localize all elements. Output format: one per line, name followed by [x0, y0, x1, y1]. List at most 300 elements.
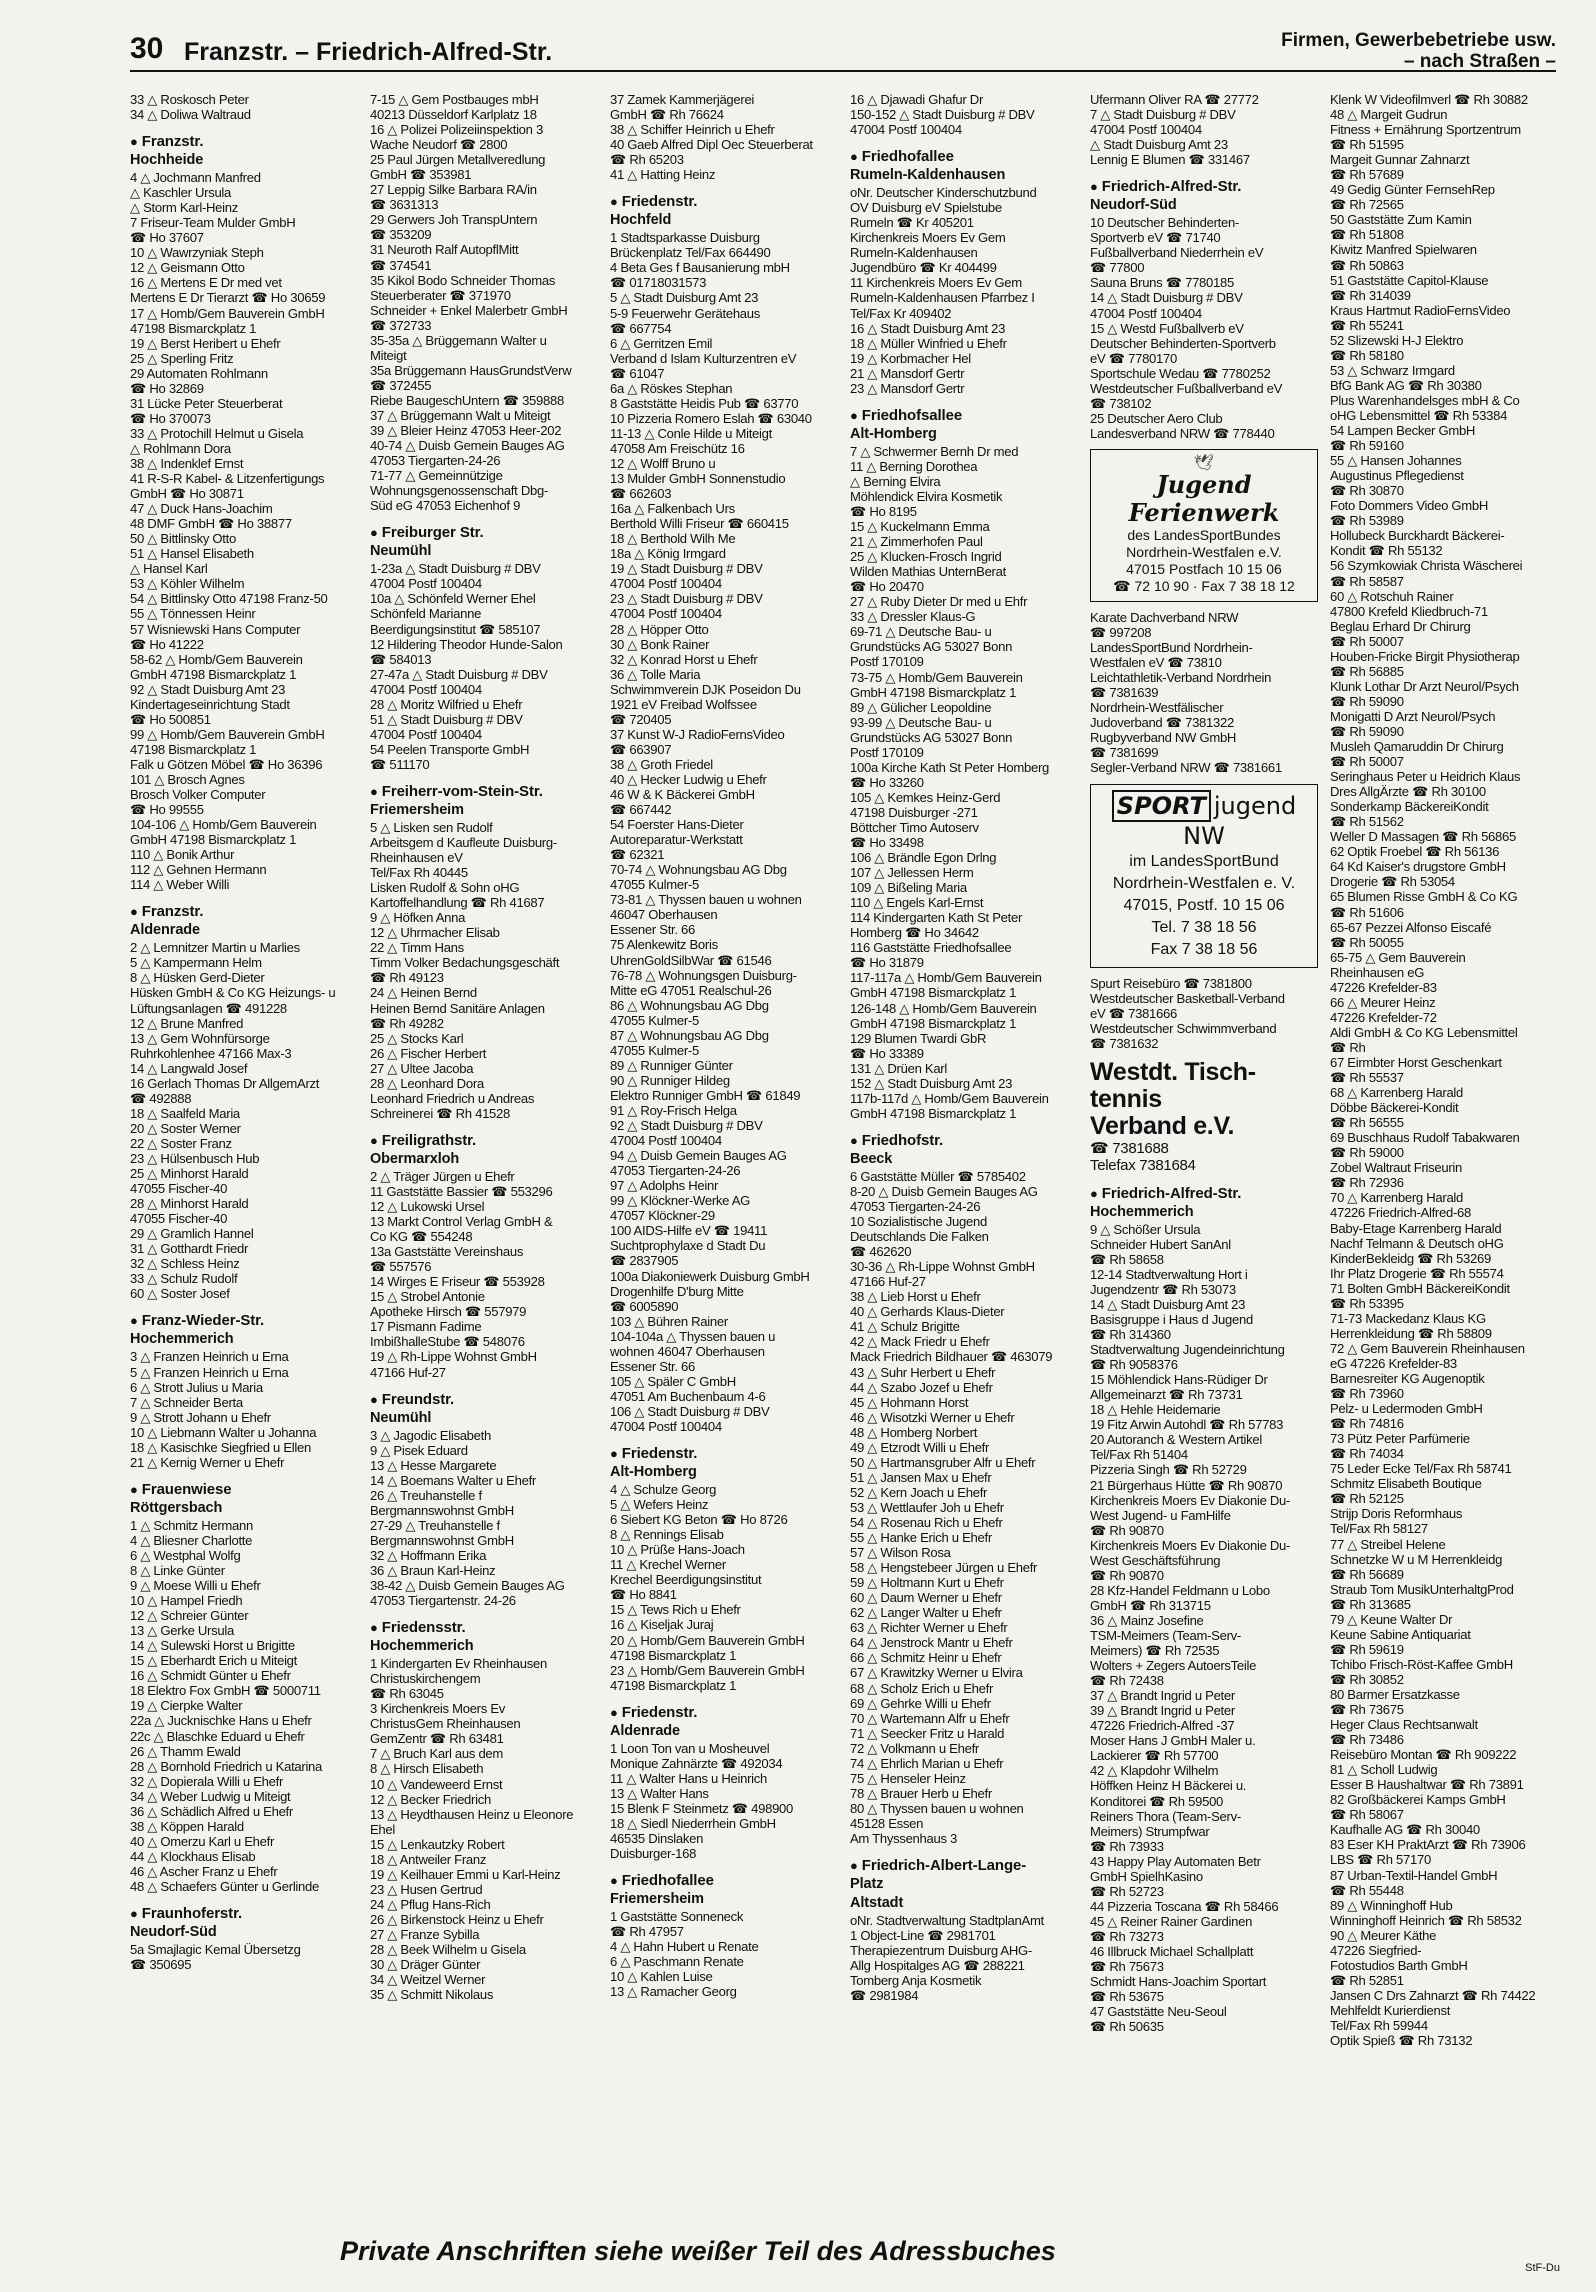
directory-entry: Stadtverwaltung Jugendeinrichtung	[1090, 1342, 1285, 1358]
directory-entry: 89 △ Runniger Günter	[610, 1057, 733, 1073]
directory-entry: 5 △ Kampermann Helm	[130, 955, 262, 971]
directory-entry: 47198 Bismarckplatz 1	[130, 320, 257, 336]
directory-entry: 13 Markt Control Verlag GmbH &	[370, 1214, 553, 1230]
directory-entry: 32 △ Schless Heinz	[130, 1256, 240, 1272]
directory-entry: Rugbyverband NW GmbH	[1090, 730, 1237, 746]
directory-entry: 6 △ Gerritzen Emil	[610, 335, 713, 351]
directory-entry: 10 △ Liebmann Walter u Johanna	[130, 1424, 317, 1440]
directory-entry: Meimers) Strumpfwar	[1090, 1823, 1210, 1839]
directory-entry: 57 Wisniewski Hans Computer	[130, 621, 301, 637]
directory-entry: GmbH ☎ 353981	[370, 167, 472, 183]
directory-entry: Bergmannswohnst GmbH	[370, 1532, 514, 1548]
directory-entry: 80 △ Thyssen bauen u wohnen	[850, 1800, 1024, 1816]
directory-entry: 11 △ Walter Hans u Heinrich	[610, 1770, 767, 1786]
directory-entry: Landesverband NRW ☎ 778440	[1090, 425, 1275, 441]
directory-entry: Autoreparatur-Werkstatt	[610, 832, 743, 848]
district-heading: Hochfeld	[610, 212, 672, 229]
directory-entry: 55 △ Hanke Erich u Ehefr	[850, 1530, 992, 1546]
directory-entry: Wolters + Zegers AutoersTeile	[1090, 1658, 1257, 1674]
directory-entry: Westdeutscher Fußballverband eV	[1090, 380, 1283, 396]
directory-entry: 55 △ Tönnessen Heinr	[130, 606, 256, 622]
directory-entry: 15 △ Kuckelmann Emma	[850, 519, 990, 535]
directory-entry: ☎ 738102	[1090, 395, 1152, 411]
directory-entry: 64 Kd Kaiser's drugstore GmbH	[1330, 859, 1506, 875]
directory-entry: 81 △ Scholl Ludwig	[1330, 1762, 1438, 1778]
directory-entry: Wilden Mathias UnternBerat	[850, 564, 1006, 580]
directory-entry: 99 △ Klöckner-Werke AG	[610, 1193, 751, 1209]
directory-entry: GmbH 47198 Bismarckplatz 1	[130, 832, 297, 848]
directory-entry: Weller D Massagen ☎ Rh 56865	[1330, 829, 1516, 845]
directory-entry: 100 AIDS-Hilfe eV ☎ 19411	[610, 1223, 768, 1239]
directory-entry: Moser Hans J GmbH Maler u.	[1090, 1733, 1256, 1749]
directory-entry: 45128 Essen	[850, 1815, 924, 1831]
directory-entry: Pizzeria Singh ☎ Rh 52729	[1090, 1462, 1247, 1478]
footer-note: Private Anschriften siehe weißer Teil des Adressbuches	[340, 2236, 1056, 2266]
directory-entry: 35-35a △ Brüggemann Walter u	[370, 332, 547, 348]
directory-entry: Essener Str. 66	[610, 1358, 696, 1374]
directory-entry: ☎ Rh 313685	[1330, 1596, 1411, 1612]
directory-entry: 58 △ Hengstebeer Jürgen u Ehefr	[850, 1560, 1038, 1576]
directory-entry: Leonhard Friedrich u Andreas	[370, 1090, 535, 1106]
directory-entry: 10a △ Schönfeld Werner Ehel	[370, 591, 536, 607]
directory-entry: 67 Eirmbter Horst Geschenkart	[1330, 1055, 1502, 1070]
directory-entry: 107 △ Jellessen Herm	[850, 865, 974, 881]
directory-entry: ☎ Rh 59090	[1330, 723, 1404, 739]
directory-entry: ☎ Rh 72565	[1330, 197, 1404, 213]
directory-entry: 101 △ Brosch Agnes	[130, 771, 245, 787]
directory-entry: 69-71 △ Deutsche Bau- u	[850, 624, 992, 640]
directory-entry: 42 △ Mack Friedr u Ehefr	[850, 1334, 990, 1350]
directory-entry: 14 Wirges E Friseur ☎ 553928	[370, 1274, 545, 1290]
directory-entry: 131 △ Drüen Karl	[850, 1060, 947, 1076]
directory-entry: 114 △ Weber Willi	[130, 877, 230, 893]
directory-entry: 5 △ Stadt Duisburg Amt 23	[610, 290, 759, 306]
directory-entry: Lüftungsanlagen ☎ 491228	[130, 1000, 287, 1016]
directory-entry: ☎ Ho 370073	[130, 410, 211, 426]
directory-entry: 54 △ Bittlinsky Otto 47198 Franz-50	[130, 591, 328, 607]
directory-entry: 12 △ Uhrmacher Elisab	[370, 925, 500, 941]
street-heading: ● Freundstr.	[370, 1390, 600, 1409]
ad-jugend-ferienwerk	[1090, 449, 1318, 602]
directory-entry: 83 Eser KH PraktArzt ☎ Rh 73906	[1330, 1837, 1526, 1853]
directory-entry: 54 Lampen Becker GmbH	[1330, 423, 1476, 439]
directory-entry: 25 △ Klucken-Frosch Ingrid	[850, 549, 1002, 565]
ad-line: Tel. 7 38 18 56	[1151, 918, 1257, 936]
street-heading: ● Friedhofallee	[850, 147, 1080, 166]
directory-entry: Nachf Telmann & Deutsch oHG	[1330, 1235, 1504, 1251]
directory-entry: ☎ 2837905	[610, 1253, 679, 1269]
directory-entry: Konditorei ☎ Rh 59500	[1090, 1793, 1224, 1809]
directory-entry: Segler-Verband NRW ☎ 7381661	[1090, 760, 1282, 776]
directory-entry: Falk u Götzen Möbel ☎ Ho 36396	[130, 756, 323, 772]
directory-entry: 36 △ Mainz Josefine	[1090, 1612, 1204, 1628]
directory-entry: ☎ Ho 8195	[850, 503, 917, 519]
street-heading: ● Friedrich-Alfred-Str.	[1090, 1184, 1320, 1203]
ad-line: 47015, Postf. 10 15 06	[1123, 896, 1285, 914]
directory-entry: 6 △ Strott Julius u Maria	[130, 1379, 263, 1395]
directory-entry: 43 △ Suhr Herbert u Ehefr	[850, 1364, 996, 1380]
directory-entry: 46 △ Ascher Franz u Ehefr	[130, 1863, 278, 1879]
directory-entry: Reiners Thora (Team-Serv-	[1090, 1808, 1241, 1824]
directory-entry: 30 △ Dräger Günter	[370, 1957, 481, 1973]
directory-entry: Homberg ☎ Ho 34642	[850, 925, 979, 941]
ad-line: Nordrhein-Westfalen e.V.	[1126, 543, 1282, 560]
directory-entry: 51 △ Jansen Max u Ehefr	[850, 1469, 992, 1485]
ad-line: ☎ 7381688	[1090, 1139, 1169, 1157]
directory-entry: 25 Paul Jürgen Metallveredlung	[370, 152, 546, 168]
directory-entry: 99 △ Homb/Gem Bauverein GmbH	[130, 726, 325, 742]
directory-entry: 93-99 △ Deutsche Bau- u	[850, 714, 992, 730]
directory-entry: 87 △ Wohnungsbau AG Dbg	[610, 1027, 769, 1043]
directory-entry: 11 △ Krechel Werner	[610, 1557, 726, 1573]
directory-entry: 36 △ Schädlich Alfred u Ehefr	[130, 1803, 293, 1819]
directory-entry: ☎ 492888	[130, 1090, 192, 1106]
directory-entry: 63 △ Richter Werner u Ehefr	[850, 1620, 1008, 1636]
directory-entry: ☎ Rh 75673	[1090, 1959, 1164, 1975]
directory-entry: Straub Tom MusikUnterhaltgProd	[1330, 1581, 1514, 1597]
directory-entry: ☎ Rh 74816	[1330, 1416, 1404, 1432]
directory-entry: 47004 Postf 100404	[610, 576, 722, 592]
directory-entry: Baby-Etage Karrenberg Harald	[1330, 1220, 1502, 1236]
directory-entry: 11 Gaststätte Bassier ☎ 553296	[370, 1183, 553, 1199]
directory-entry: 15 △ Westd Fußballverb eV	[1090, 320, 1244, 336]
directory-entry: 62 Optik Froebel ☎ Rh 56136	[1330, 844, 1500, 860]
directory-entry: 13 △ Gerke Ursula	[130, 1623, 234, 1639]
directory-entry: 1 △ Schmitz Hermann	[130, 1517, 253, 1533]
directory-entry: ☎ Ho 31879	[850, 955, 924, 971]
column-6	[1330, 92, 1560, 2222]
directory-entry: 65-67 Pezzei Alfonso Eiscafé	[1330, 919, 1492, 935]
section-title-line1: Firmen, Gewerbebetriebe usw.	[1281, 30, 1556, 51]
directory-entry: Jugendbüro ☎ Kr 404499	[850, 260, 997, 276]
directory-entry: 18 △ Müller Winfried u Ehefr	[850, 335, 1007, 351]
directory-entry: 45 △ Hohmann Horst	[850, 1394, 969, 1410]
ad-line: Telefax 7381684	[1090, 1156, 1196, 1174]
directory-entry: 66 △ Schmitz Heinr u Ehefr	[850, 1650, 1002, 1666]
directory-entry: Drogenhilfe D'burg Mitte	[610, 1283, 744, 1299]
directory-entry: GmbH ☎ Ho 30871	[130, 486, 244, 502]
district-heading: Aldenrade	[130, 922, 201, 939]
directory-entry: 19 △ Cierpke Walter	[130, 1698, 243, 1714]
directory-entry: △ Berning Elvira	[850, 473, 941, 489]
directory-entry: 5-9 Feuerwehr Gerätehaus	[610, 305, 761, 321]
directory-entry: Heger Claus Rechtsanwalt	[1330, 1717, 1478, 1733]
directory-entry: 47226 Krefelder-72	[1330, 1009, 1437, 1025]
directory-entry: 5 △ Wefers Heinz	[610, 1497, 709, 1513]
ad-line: ☎ 72 10 90 · Fax 7 38 18 12	[1113, 577, 1295, 594]
footer-code: StF-Du	[1525, 2262, 1560, 2274]
directory-entry: 36 △ Tolle Maria	[610, 666, 701, 682]
district-heading: Hochemmerich	[130, 1331, 234, 1348]
directory-entry: 43 Happy Play Automaten Betr	[1090, 1853, 1261, 1869]
directory-entry: 40-74 △ Duisb Gemein Bauges AG	[370, 438, 565, 454]
directory-entry: 47004 Postf 100404	[610, 1133, 722, 1149]
directory-entry: ☎ Ho 33260	[850, 774, 924, 790]
directory-entry: 71-77 △ Gemeinnützige	[370, 468, 503, 484]
directory-entry: 53 △ Köhler Wilhelm	[130, 576, 245, 592]
directory-entry: ☎ 62321	[610, 847, 665, 863]
street-heading: ● Franzstr.	[130, 902, 360, 921]
directory-entry: ☎ Rh 58587	[1330, 573, 1404, 589]
street-heading: ● Friedhofallee	[610, 1871, 840, 1890]
directory-entry: ☎ Rh 51562	[1330, 814, 1404, 830]
directory-entry: 7 △ Bruch Karl aus dem	[370, 1746, 504, 1762]
directory-entry: 16 △ Schmidt Günter u Ehefr	[130, 1668, 291, 1684]
directory-entry: 66 △ Meurer Heinz	[1330, 994, 1436, 1010]
directory-entry: 47055 Kulmer-5	[610, 1042, 699, 1058]
directory-entry: GmbH 47198 Bismarckplatz 1	[850, 684, 1017, 700]
directory-entry: 87 Urban-Textil-Handel GmbH	[1330, 1867, 1498, 1883]
directory-entry: 8 △ Hüsken Gerd-Dieter	[130, 970, 265, 986]
directory-entry: Musleh Qamaruddin Dr Chirurg	[1330, 739, 1504, 755]
directory-entry: 27 △ Franze Sybilla	[370, 1926, 480, 1942]
directory-entry: BfG Bank AG ☎ Rh 30380	[1330, 377, 1482, 393]
directory-entry: 9 △ Moese Willi u Ehefr	[130, 1578, 261, 1594]
ad-line: Fax 7 38 18 56	[1150, 940, 1258, 958]
directory-entry: 56 Szymkowiak Christa Wäscherei	[1330, 558, 1523, 574]
directory-entry: 37 △ Brandt Ingrid u Peter	[1090, 1688, 1235, 1704]
directory-entry: 27 Leppig Silke Barbara RA/in	[370, 182, 537, 198]
directory-entry: Tomberg Anja Kosmetik	[850, 1973, 982, 1989]
directory-entry: 70 △ Karrenberg Harald	[1330, 1190, 1464, 1206]
directory-entry: ☎ Rh 51595	[1330, 137, 1404, 153]
directory-entry: Schmidt Hans-Joachim Sportart	[1090, 1974, 1267, 1990]
directory-entry: 41 R-S-R Kabel- & Litzenfertigungs	[130, 471, 325, 487]
directory-entry: ChristusGem Rheinhausen	[370, 1716, 521, 1732]
directory-entry: ☎ 667754	[610, 320, 672, 336]
directory-entry: 110 △ Engels Karl-Ernst	[850, 895, 984, 911]
directory-entry: ☎ Rh 72936	[1330, 1175, 1404, 1191]
district-heading: Hochheide	[130, 152, 204, 169]
directory-entry: Grundstücks AG 53027 Bonn	[850, 639, 1013, 655]
directory-entry: Foto Dommers Video GmbH	[1330, 498, 1489, 514]
directory-entry: 38 △ Lieb Horst u Ehefr	[850, 1289, 981, 1305]
directory-entry: 77 △ Streibel Helene	[1330, 1536, 1446, 1552]
directory-entry: 24 △ Heinen Bernd	[370, 985, 477, 1001]
directory-entry: ☎ 584013	[370, 651, 432, 667]
directory-entry: 47 △ Duck Hans-Joachim	[130, 501, 273, 517]
directory-entry: ☎ Rh 56555	[1330, 1115, 1404, 1131]
directory-entry: 17 Pismann Fadime	[370, 1319, 482, 1335]
directory-entry: Brosch Volker Computer	[130, 787, 266, 803]
street-heading: ● Friedenstr.	[610, 1444, 840, 1463]
directory-entry: 28 △ Moritz Wilfried u Ehefr	[370, 696, 523, 712]
directory-entry: 76-78 △ Wohnungsgen Duisburg-	[610, 967, 797, 983]
directory-entry: 23 △ Mansdorf Gertr	[850, 380, 965, 396]
directory-entry: △ Rohlmann Dora	[130, 440, 231, 456]
directory-entry: Bergmannswohnst GmbH	[370, 1502, 514, 1518]
district-heading: Neudorf-Süd	[1090, 197, 1177, 214]
directory-entry: 74 △ Ehrlich Marian u Ehefr	[850, 1755, 1004, 1771]
directory-entry: Schneider + Enkel Malerbetr GmbH	[370, 302, 568, 318]
directory-entry: 28 △ Höpper Otto	[610, 621, 709, 637]
directory-entry: Pelz- u Ledermoden GmbH	[1330, 1401, 1483, 1417]
directory-entry: 90 △ Meurer Käthe	[1330, 1927, 1437, 1943]
directory-entry: 12 △ Wolff Bruno u	[610, 455, 716, 471]
directory-entry: Hollubeck Burckhardt Bäckerei-	[1330, 528, 1505, 544]
directory-entry: Seringhaus Peter u Heidrich Klaus	[1330, 769, 1521, 785]
directory-entry: 22a △ Jucknischke Hans u Ehefr	[130, 1713, 312, 1729]
directory-entry: Elektro Runniger GmbH ☎ 61849	[610, 1087, 801, 1103]
directory-entry: 47004 Postf 100404	[370, 726, 482, 742]
directory-entry: 10 △ Hampel Friedh	[130, 1593, 243, 1609]
directory-entry: 3 △ Franzen Heinrich u Erna	[130, 1349, 289, 1365]
directory-entry: 2 △ Träger Jürgen u Ehefr	[370, 1168, 515, 1184]
directory-entry: Meimers) ☎ Rh 72535	[1090, 1643, 1220, 1659]
directory-entry: 27-47a △ Stadt Duisburg # DBV	[370, 666, 548, 682]
directory-entry: 47226 Friedrich-Alfred -37	[1090, 1718, 1235, 1734]
directory-entry: Rumeln-Kaldenhausen Pfarrbez I	[850, 290, 1035, 306]
directory-entry: GemZentr ☎ Rh 63481	[370, 1731, 504, 1747]
directory-entry: 94 △ Duisb Gemein Bauges AG	[610, 1148, 787, 1164]
directory-entry: 27 △ Ruby Dieter Dr med u Ehfr	[850, 594, 1028, 610]
directory-entry: ☎ 557576	[370, 1259, 432, 1275]
directory-entry: Dres AllgÄrzte ☎ Rh 30100	[1330, 784, 1486, 800]
directory-entry: 14 △ Stadt Duisburg # DBV	[1090, 290, 1243, 306]
ad-heading: Westdt. Tisch-	[1090, 1057, 1256, 1086]
directory-entry: 19 △ Keilhauer Emmi u Karl-Heinz	[370, 1866, 561, 1882]
district-heading: Friemersheim	[610, 1891, 704, 1908]
directory-entry: ☎ Rh 73960	[1330, 1386, 1404, 1402]
directory-entry: ☎ 353209	[370, 227, 432, 243]
directory-entry: Tel/Fax Rh 40445	[370, 865, 468, 881]
directory-entry: 2 △ Lemnitzer Martin u Marlies	[130, 940, 300, 956]
directory-entry: 79 △ Keune Walter Dr	[1330, 1611, 1453, 1627]
directory-entry: 19 △ Korbmacher Hel	[850, 350, 971, 366]
ad-heading: tennis	[1090, 1084, 1162, 1113]
directory-entry: 46535 Dinslaken	[610, 1830, 704, 1846]
directory-entry: Rumeln ☎ Kr 405201	[850, 215, 974, 231]
directory-entry: Wohnungsgenossenschaft Dbg-	[370, 483, 549, 499]
directory-entry: Kraus Hartmut RadioFernsVideo	[1330, 302, 1511, 318]
directory-entry: 47198 Duisburger -271	[850, 804, 978, 820]
directory-entry: 47053 Tiergarten-24-26	[850, 1199, 981, 1214]
directory-entry: 5 △ Lisken sen Rudolf	[370, 819, 493, 835]
directory-entry: Margeit Gunnar Zahnarzt	[1330, 152, 1470, 168]
directory-entry: Zobel Waltraut Friseurin	[1330, 1160, 1463, 1176]
directory-entry: 104-104a △ Thyssen bauen u	[610, 1328, 776, 1344]
directory-entry: 53 △ Wettlaufer Joh u Ehefr	[850, 1499, 1004, 1515]
directory-entry: 47198 Bismarckplatz 1	[610, 1677, 737, 1693]
directory-entry: 52 △ Kern Joach u Ehefr	[850, 1484, 988, 1500]
street-heading: ● Franz-Wieder-Str.	[130, 1311, 360, 1330]
directory-entry: 16 △ Mertens E Dr med vet	[130, 275, 282, 291]
directory-entry: △ Storm Karl-Heinz	[130, 200, 238, 216]
directory-entry: GmbH 47198 Bismarckplatz 1	[850, 985, 1017, 1001]
directory-entry: 45 △ Reiner Rainer Gardinen	[1090, 1913, 1253, 1929]
directory-entry: Suchtprophylaxe d Stadt Du	[610, 1238, 766, 1254]
ad-sportjugend-nw	[1090, 784, 1318, 968]
directory-entry: Deutscher Behinderten-Sportverb	[1090, 335, 1276, 351]
directory-entry: Böttcher Timo Autoserv	[850, 819, 979, 835]
directory-entry: ☎ Rh 73273	[1090, 1928, 1164, 1944]
directory-entry: 8 △ Rennings Elisab	[610, 1527, 724, 1543]
directory-entry: 47226 Siegfried-	[1330, 1942, 1422, 1958]
directory-entry: ☎ Rh 9058376	[1090, 1357, 1178, 1373]
directory-entry: Kindertageseinrichtung Stadt	[130, 696, 290, 712]
directory-entry: 10 Deutscher Behinderten-	[1090, 215, 1239, 231]
directory-entry: Kirchenkreis Moers Ev Gem	[850, 230, 1006, 246]
directory-entry: Kirchenkreis Moers Ev Diakonie Du-	[1090, 1537, 1291, 1553]
directory-entry: 23 △ Hülsenbusch Hub	[130, 1151, 260, 1166]
directory-entry: eG 47226 Krefelder-83	[1330, 1355, 1457, 1371]
directory-entry: 40 △ Omerzu Karl u Ehefr	[130, 1833, 275, 1849]
directory-entry: 47053 Tiergartenstr. 24-26	[370, 1593, 516, 1609]
directory-entry: 13 △ Hesse Margarete	[370, 1457, 497, 1473]
directory-entry: 109 △ Bißeling Maria	[850, 880, 967, 896]
directory-entry: 152 △ Stadt Duisburg Amt 23	[850, 1075, 1013, 1091]
directory-entry: Lennig E Blumen ☎ 331467	[1090, 152, 1250, 168]
directory-entry: ☎ Rh 30852	[1330, 1671, 1404, 1687]
directory-entry: Jugendzentr ☎ Rh 53073	[1090, 1281, 1236, 1297]
directory-entry: ☎ 6005890	[610, 1298, 679, 1314]
street-heading: ● Fraunhoferstr.	[130, 1904, 360, 1923]
ad-logo-part2: jugend NW	[1183, 791, 1297, 850]
directory-entry: 1-23a △ Stadt Duisburg # DBV	[370, 561, 541, 577]
column-4	[850, 92, 1080, 2222]
directory-entry: 38 △ Groth Friedel	[610, 756, 713, 772]
directory-entry: Miteigt	[370, 347, 407, 363]
directory-entry: 8 △ Linke Günter	[130, 1562, 225, 1578]
directory-entry: Houben-Fricke Birgit Physiotherap	[1330, 648, 1520, 664]
directory-entry: 16 △ Polizei Polizeiinspektion 3	[370, 122, 543, 138]
directory-entry: ☎ Rh 56885	[1330, 663, 1404, 679]
district-heading: Beeck	[850, 1150, 893, 1167]
directory-entry: ☎ Rh 58067	[1330, 1807, 1404, 1823]
directory-entry: Barnesreiter KG Augenoptik	[1330, 1370, 1485, 1386]
directory-entry: ☎ Ho 8841	[610, 1587, 677, 1603]
directory-entry: ☎ Ho 20470	[850, 579, 924, 595]
directory-entry: 54 Peelen Transporte GmbH	[370, 741, 530, 757]
directory-entry: ☎ Ho 33389	[850, 1045, 924, 1061]
directory-entry: Postf 170109	[850, 654, 924, 670]
directory-entry: 15 △ Tews Rich u Ehefr	[610, 1602, 741, 1618]
directory-entry: 97 △ Adolphs Heinr	[610, 1178, 719, 1194]
directory-entry: 14 △ Boemans Walter u Ehefr	[370, 1472, 536, 1488]
directory-entry: Reisebüro Montan ☎ Rh 909222	[1330, 1747, 1517, 1763]
district-heading: Neumühl	[370, 543, 432, 560]
directory-entry: wohnen 46047 Oberhausen	[610, 1343, 765, 1359]
directory-entry: Plus Warenhandelsges mbH & Co	[1330, 392, 1520, 408]
directory-entry: ☎ Rh 63045	[370, 1686, 444, 1702]
directory-entry: 60 △ Daum Werner u Ehefr	[850, 1590, 1002, 1606]
directory-entry: 37 Kunst W-J RadioFernsVideo	[610, 726, 785, 742]
directory-entry: 16 △ Stadt Duisburg Amt 23	[850, 320, 1006, 336]
directory-entry: 32 △ Konrad Horst u Ehefr	[610, 651, 758, 667]
column-3	[610, 92, 840, 2222]
directory-entry: 21 △ Zimmerhofen Paul	[850, 534, 983, 550]
directory-entry: 5a Smajlagic Kemal Übersetzg	[130, 1942, 301, 1958]
directory-entry: 19 Fitz Arwin Autohdl ☎ Rh 57783	[1090, 1417, 1284, 1433]
directory-entry: 12 Hildering Theodor Hunde-Salon	[370, 636, 563, 652]
directory-entry: 1 Object-Line ☎ 2981701	[850, 1928, 996, 1944]
directory-entry: Heinen Bernd Sanitäre Anlagen	[370, 1000, 545, 1016]
district-heading: Alt-Homberg	[610, 1464, 697, 1481]
directory-entry: ☎ Rh 53675	[1090, 1989, 1164, 2005]
directory-entry: 7 △ Stadt Duisburg # DBV	[1090, 107, 1236, 123]
directory-entry: 73 Pütz Peter Parfümerie	[1330, 1431, 1470, 1447]
directory-entry: 10 △ Vandeweerd Ernst	[370, 1776, 503, 1792]
directory-entry: Süd eG 47053 Eichenhof 9	[370, 498, 521, 514]
column-5	[1090, 92, 1320, 2222]
directory-entry: 46 △ Wisotzki Werner u Ehefr	[850, 1409, 1015, 1425]
directory-entry: 15 △ Lenkautzky Robert	[370, 1836, 505, 1852]
directory-entry: 4 △ Bliesner Charlotte	[130, 1532, 253, 1548]
directory-entry: 11 △ Berning Dorothea	[850, 458, 978, 474]
directory-entry: 64 △ Jenstrock Mantr u Ehefr	[850, 1635, 1013, 1651]
directory-entry: 26 △ Fischer Herbert	[370, 1045, 487, 1061]
directory-entry: 47226 Friedrich-Alfred-68	[1330, 1205, 1471, 1221]
